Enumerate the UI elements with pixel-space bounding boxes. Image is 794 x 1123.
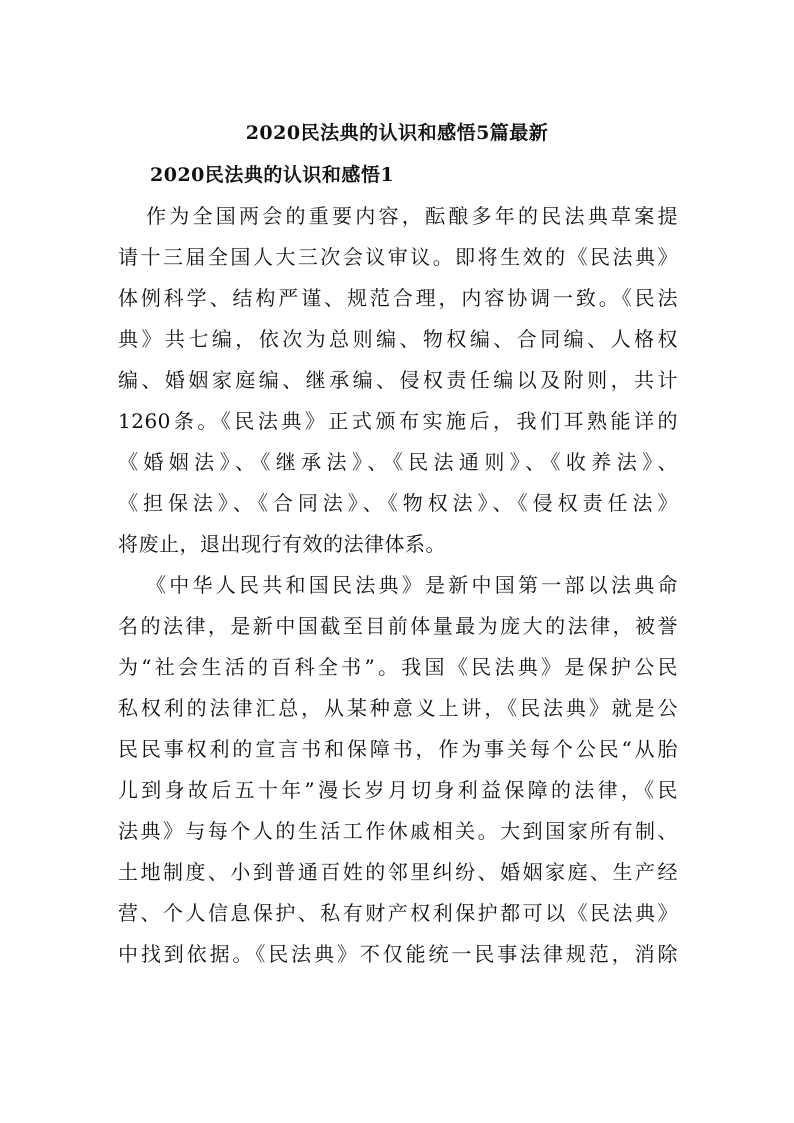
paragraph-line: 为“社会生活的百科全书”。我国《民法典》是保护公民 (118, 655, 678, 679)
paragraph-line: 法典》与每个人的生活工作休戚相关。大到国家所有制、 (118, 819, 678, 843)
paragraph-line: 私权利的法律汇总，从某种意义上讲，《民法典》就是公 (118, 696, 678, 720)
paragraph-line: 将废止，退出现行有效的法律体系。 (118, 532, 446, 556)
paragraph-line: 儿到身故后五十年”漫长岁月切身利益保障的法律，《民 (118, 778, 678, 802)
paragraph-line: 《中华人民共和国民法典》是新中国第一部以法典命 (146, 573, 678, 597)
paragraph-line: 典》共七编，依次为总则编、物权编、合同编、人格权 (118, 327, 678, 351)
paragraph-line: 编、婚姻家庭编、继承编、侵权责任编以及附则，共计 (118, 368, 678, 392)
paragraph-line: 请十三届全国人大三次会议审议。即将生效的《民法典》 (118, 245, 678, 269)
paragraph-line: 作为全国两会的重要内容，酝酿多年的民法典草案提 (146, 204, 678, 228)
paragraph-line: 1260条。《民法典》正式颁布实施后，我们耳熟能详的 (118, 409, 678, 433)
paragraph-1 (118, 196, 678, 565)
paragraph-line: 体例科学、结构严谨、规范合理，内容协调一致。《民法 (118, 286, 678, 310)
paragraph-line: 《担保法》、《合同法》、《物权法》、《侵权责任法》 (118, 491, 678, 515)
paragraph-line: 《婚姻法》、《继承法》、《民法通则》、《收养法》、 (118, 450, 678, 474)
section-heading: 2020民法典的认识和感悟1 (150, 164, 395, 186)
paragraph-line: 名的法律，是新中国截至目前体量最为庞大的法律，被誉 (118, 614, 678, 638)
document-title: 2020民法典的认识和感悟5篇最新 (245, 122, 549, 144)
paragraph-line: 土地制度、小到普通百姓的邻里纠纷、婚姻家庭、生产经 (118, 860, 678, 884)
paragraph-line: 民民事权利的宣言书和保障书，作为事关每个公民“从胎 (118, 737, 678, 761)
paragraph-2 (118, 565, 678, 975)
paragraph-line: 中找到依据。《民法典》不仅能统一民事法律规范，消除 (118, 942, 678, 966)
paragraph-line: 营、个人信息保护、私有财产权利保护都可以《民法典》 (118, 901, 678, 925)
